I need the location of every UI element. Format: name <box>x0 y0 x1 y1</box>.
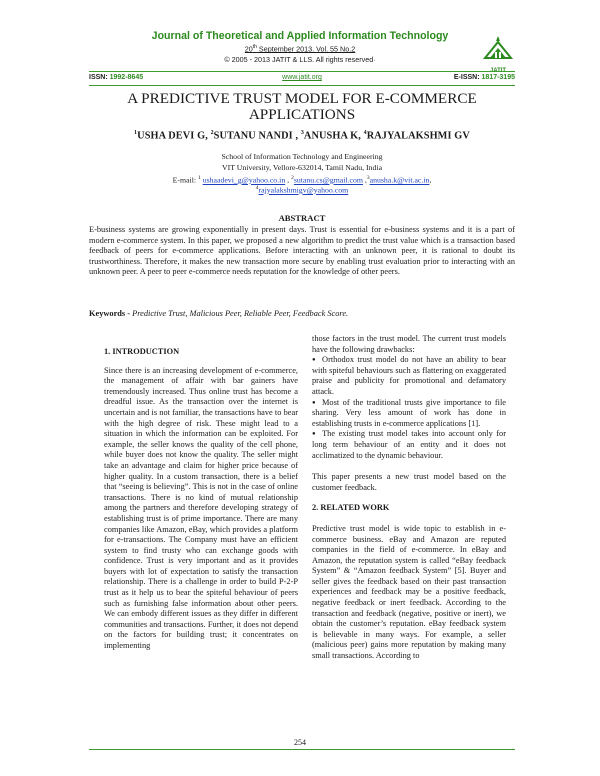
abstract-heading: ABSTRACT <box>278 213 326 223</box>
jatit-logo-icon <box>481 36 515 70</box>
section-heading-introduction: 1. INTRODUCTION <box>104 347 180 356</box>
header-rule-bottom <box>89 85 515 86</box>
right-column <box>312 334 506 662</box>
author-name: SUTANU NANDI <box>213 130 293 142</box>
bullet-icon <box>312 355 322 364</box>
right-intro-paragraph: those factors in the trust model. The current trust models have the following drawbacks: <box>312 334 506 354</box>
affiliation-school: School of Information Technology and Engineering <box>221 152 383 161</box>
right-paragraph-2: This paper presents a new trust model based on the customer feedback. <box>312 472 506 492</box>
bullet-item: ● The existing trust model takes into account only for long term behaviour of an entity and it does not acclimatized to the dynamic behaviour. <box>312 429 506 461</box>
section-heading-related-work: 2. RELATED WORK <box>312 503 390 513</box>
bullet-icon <box>312 398 322 407</box>
journal-issue: 20th September 2013. Vol. 55 No.2 <box>244 44 356 54</box>
paper-title-line-1: A PREDICTIVE TRUST MODEL FOR E-COMMERCE <box>127 90 477 107</box>
email-link[interactable]: rajyalakshmigv@yahoo.com <box>258 185 349 195</box>
eissn: E-ISSN: 1817-3195 <box>453 74 515 81</box>
email-line: E-mail: $^1$ ushaadevi_g@yahoo.co.in , $^2$sutanu.cs@gmail.com ,$^3$anusha.k@vit.ac.in, <box>172 175 432 185</box>
journal-website-link[interactable]: www.jatit.org <box>282 74 322 81</box>
introduction-paragraph: Since there is an increasing development of e-commerce, the management of affair with bar gainers have tremendously increased. Thus online trust has become a dreadful issue. As the transaction over the internet is uncertain and is not familiar, the transactions have to bear with the high degree of risk. These might lead to a situation in which the information can be exploited. For example, the seller knows the quality of the cell phone, while buyer does not know the quality. The seller might take an advantage and claim for higher price because of higher quality. In a custom transaction, there is a belief that “seeing is believing”. This is not in the case of online transactions. There is no kind of mutual relationship among the partners and therefore developing strategy of establishing trust is of prime importance. There are many companies like Amazon, eBay, which provides a platform for e-transactions. The Company must have an efficient system to find trusty who can exchange goods with confidence. Trust is very important and as it provides buyers with lot of expectation to satisfy the transaction relationship. There is a challenge in order to build P-2-P trust as it help us to bear the spiteful behaviour of peers such as furnishing false information about other peers. We can embody different issues as they differ in different communities and transactions. Further, it does not depend on the factors for building trust; it concentrates on implementing <box>104 365 298 651</box>
issn: ISSN: 1992-8645 <box>89 74 144 81</box>
abstract-text: E-business systems are growing exponentially in present days. Trust is essential for e-business systems and it is a part of modern e-commerce system. In this paper, we proposed a new algorithm to predict the trust value which is a transaction based feedback of peers for e-commerce applications. Before interacting with an unknown peer, it is rational to doubt its trustworthiness. Therefore, it makes the new transaction more secure by enabling trust evaluation prior to interacting with an unknown peer. A peer to peer e-commerce needs reputation for the knowledge of other peers. <box>89 225 515 277</box>
footer-rule <box>89 749 515 750</box>
bullet-item: ● Most of the traditional trusts give importance to file sharing. Very less amount of work has done in establishing trusts in e-commerce applications [1]. <box>312 398 506 430</box>
email-link[interactable]: anusha.k@vit.ac.in <box>369 175 430 185</box>
bullet-item: ● Orthodox trust model do not have an ability to bear with spiteful behaviours such as flattering on exaggerated praise and publicity for promotional and defamatory attack. <box>312 355 506 397</box>
related-work-paragraph: Predictive trust model is wide topic to establish in e-commerce business. eBay and Amazon are reputed companies in the field of e-commerce. In eBay and Amazon, the reputation system is called “eBay feedback System” & “Amazon feedback System” [5]. Buyer and seller gives the feedback based on their past transaction experiences and feedback may be a positive feedback, negative feedback or inert feedback. According to the transaction and feedback (negative, positive or inert), we obtain the customer’s reputation. eBay feedback system is believable in many ways. For example, a seller (malicious peer) gains more reputation by making many small transactions. According to <box>312 523 506 661</box>
author-list: $^1$USHA DEVI G, $^2$SUTANU NANDI , $^3$ANUSHA K, $^4$RAJYALAKSHMI GV <box>134 130 470 142</box>
email-line-2: $^4$rajyalakshmigv@yahoo.com <box>255 185 349 195</box>
author-name: RAJYALAKSHMI GV <box>366 130 470 142</box>
email-link[interactable]: sutanu.cs@gmail.com <box>293 175 363 185</box>
affiliation-university: VIT University, Vellore-632014, Tamil Nadu, India <box>221 163 383 172</box>
journal-copyright: © 2005 - 2013 JATIT & LLS. All rights reserved· <box>224 55 376 65</box>
paper-title <box>89 91 515 123</box>
author-name: USHA DEVI G <box>137 130 206 142</box>
keywords-text: Predictive Trust, Malicious Peer, Reliable Peer, Feedback Score. <box>132 309 349 318</box>
author-name: ANUSHA K <box>303 130 359 142</box>
keywords-label: Keywords - <box>89 309 133 318</box>
header-rule-top <box>89 71 515 72</box>
paper-title-line-2: APPLICATIONS <box>248 106 356 123</box>
issn-row <box>89 74 515 84</box>
bullet-icon <box>312 429 322 438</box>
email-link[interactable]: ushaadevi_g@yahoo.co.in <box>202 175 286 185</box>
left-column <box>104 347 298 652</box>
keywords <box>89 309 515 320</box>
journal-title: Journal of Theoretical and Applied Information Technology <box>151 30 449 42</box>
page-number: 254 <box>294 738 306 747</box>
